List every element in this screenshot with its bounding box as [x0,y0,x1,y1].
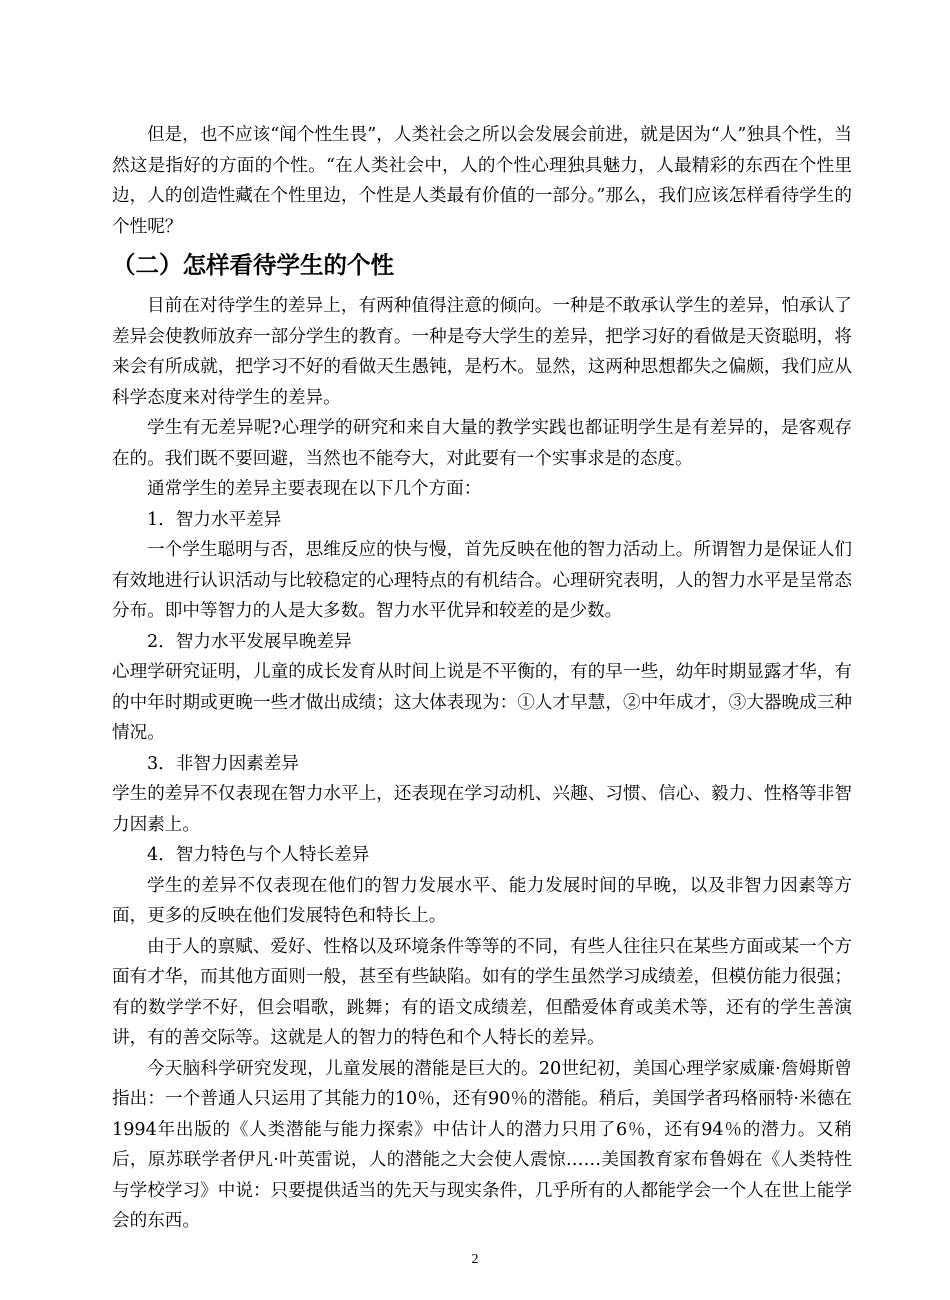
paragraph: 目前在对待学生的差异上，有两种值得注意的倾向。一种是不敢承认学生的差异，怕承认了差异会使教师放弃一部分学生的教育。一种是夸大学生的差异，把学习好的看做是天资聪明，将来会有所成就，把学习不好的看做天生愚钝，是朽木。显然，这两种思想都失之偏颇，我们应从科学态度来对待学生的差异。 [112,296,852,408]
subheading: 4．智力特色与个人特长差异 [147,845,370,865]
subheading: 1．智力水平差异 [147,509,282,530]
page-number: 2 [471,1252,479,1267]
paragraph: 学生有无差异呢?心理学的研究和来自大量的教学实践也都证明学生是有差异的，是客观存在的。我们既不要回避，当然也不能夸大，对此要有一个实事求是的态度。 [112,418,852,469]
paragraph: 学生的差异不仅表现在智力水平上，还表现在学习动机、兴趣、习惯、信心、毅力、性格等非智力因素上。 [112,784,852,835]
paragraph: 今天脑科学研究发现，儿童发展的潜能是巨大的。20世纪初，美国心理学家威廉·詹姆斯曾指出：一个普通人只运用了其能力的10％，还有90％的潜能。稍后，美国学者玛格丽特·米德在1994年出版的《人类潜能与能力探索》中估计人的潜力只用了6％，还有94％的潜力。又稍后，原苏联学者伊凡·叶英雷说，人的潜能之大会使人震惊……美国教育家布鲁姆在《人类特性与学校学习》中说：只要提供适当的先天与现实条件，几乎所有的人都能学会一个人在世上能学会的东西。 [112,1058,852,1231]
paragraph-intro: 但是，也不应该“闻个性生畏”，人类社会之所以会发展会前进，就是因为“人”独具个性，当然这是指好的方面的个性。“在人类社会中，人的个性心理独具魅力，人最精彩的东西在个性里边，人的创造性藏在个性里边，个性是人类最有价值的一部分。”那么，我们应该怎样看待学生的个性呢？ [112,125,852,237]
paragraph: 一个学生聪明与否，思维反应的快与慢，首先反映在他的智力活动上。所谓智力是保证人们有效地进行认识活动与比较稳定的心理特点的有机结合。心理研究表明，人的智力水平是呈常态分布。即中等智力的人是大多数。智力水平优异和较差的是少数。 [112,540,852,621]
paragraph: 通常学生的差异主要表现在以下几个方面： [147,479,482,499]
page-body [112,120,852,1237]
subheading: 2．智力水平发展早晚差异 [147,631,352,652]
paragraph: 心理学研究证明，儿童的成长发育从时间上说是不平衡的，有的早一些，幼年时期显露才华，有的中年时期或更晚一些才做出成绩；这大体表现为：①人才早慧，②中年成才，③大器晚成三种情况。 [112,662,852,743]
paragraph: 由于人的禀赋、爱好、性格以及环境条件等等的不同，有些人往往只在某些方面或某一个方面有才华，而其他方面则一般，甚至有些缺陷。如有的学生虽然学习成绩差，但模仿能力很强；有的数学学不好，但会唱歌，跳舞；有的语文成绩差，但酷爱体育或美术等，还有的学生善演讲，有的善交际等。这就是人的智力的特色和个人特长的差异。 [112,936,852,1048]
section-heading: （二）怎样看待学生的个性 [112,251,394,279]
paragraph: 学生的差异不仅表现在他们的智力发展水平、能力发展时间的早晚，以及非智力因素等方面，更多的反映在他们发展特色和特长上。 [112,875,852,926]
subheading: 3．非智力因素差异 [147,753,299,774]
